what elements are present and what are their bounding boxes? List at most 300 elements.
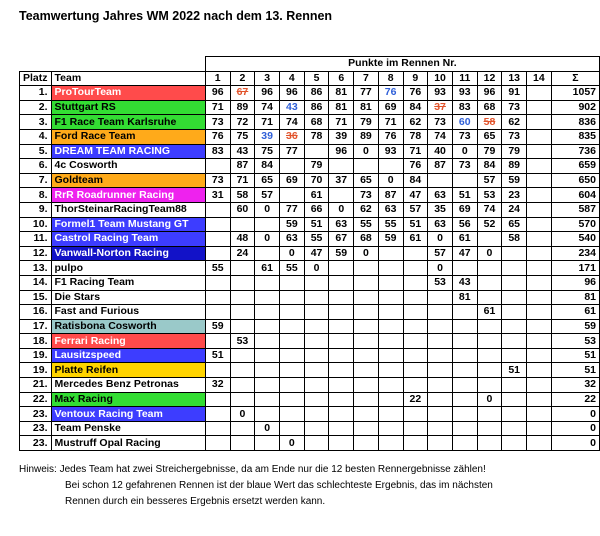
points-cell: 71	[205, 100, 230, 115]
points-cell: 47	[304, 246, 329, 261]
points-cell	[304, 144, 329, 159]
points-cell	[304, 436, 329, 451]
points-cell	[329, 421, 354, 436]
points-cell: 57	[477, 173, 502, 188]
points-cell	[527, 290, 552, 305]
points-cell: 65	[502, 217, 527, 232]
platz-cell: 7.	[20, 173, 52, 188]
points-cell: 62	[502, 115, 527, 130]
points-cell	[527, 378, 552, 393]
points-cell: 74	[477, 202, 502, 217]
points-cell: 84	[403, 100, 428, 115]
points-cell	[403, 348, 428, 363]
team-name: Castrol Racing Team	[51, 232, 205, 247]
points-cell: 74	[255, 100, 280, 115]
points-cell	[428, 392, 453, 407]
points-cell	[329, 319, 354, 334]
points-cell	[403, 319, 428, 334]
points-cell	[378, 421, 403, 436]
points-cell	[279, 348, 304, 363]
points-cell	[527, 407, 552, 422]
points-cell: 75	[255, 144, 280, 159]
points-cell	[428, 334, 453, 349]
footnote-line-2: Bei schon 12 gefahrenen Rennen ist der blaue Wert das schlechteste Ergebnis, das im nächsten	[65, 480, 493, 491]
total-cell: 171	[551, 261, 599, 276]
points-cell	[255, 348, 280, 363]
points-cell: 24	[502, 202, 527, 217]
points-cell	[403, 305, 428, 320]
points-cell	[378, 392, 403, 407]
points-cell: 76	[403, 159, 428, 174]
points-cell: 81	[354, 100, 379, 115]
team-name: Ferrari Racing	[51, 334, 205, 349]
table-row	[20, 129, 600, 144]
total-cell: 32	[551, 378, 599, 393]
points-cell	[255, 407, 280, 422]
points-cell: 67	[230, 86, 255, 101]
points-cell	[230, 275, 255, 290]
points-cell	[329, 392, 354, 407]
platz-cell: 15.	[20, 290, 52, 305]
points-cell	[452, 378, 477, 393]
points-cell: 73	[502, 100, 527, 115]
points-cell	[230, 348, 255, 363]
points-cell	[279, 319, 304, 334]
points-cell	[502, 392, 527, 407]
points-cell: 39	[329, 129, 354, 144]
points-cell	[527, 319, 552, 334]
points-cell	[477, 319, 502, 334]
points-cell	[255, 275, 280, 290]
points-cell	[428, 436, 453, 451]
points-cell: 23	[502, 188, 527, 203]
points-cell: 79	[354, 115, 379, 130]
points-cell: 63	[428, 188, 453, 203]
points-cell	[230, 363, 255, 378]
points-cell	[527, 246, 552, 261]
team-name: Ford Race Team	[51, 129, 205, 144]
points-cell: 76	[378, 86, 403, 101]
points-cell: 0	[428, 232, 453, 247]
points-cell	[502, 348, 527, 363]
points-cell: 47	[403, 188, 428, 203]
points-cell	[329, 275, 354, 290]
team-name: Team Penske	[51, 421, 205, 436]
points-cell: 36	[279, 129, 304, 144]
race-header: 4	[279, 71, 304, 86]
points-cell	[452, 363, 477, 378]
race-header: 6	[329, 71, 354, 86]
points-cell	[205, 421, 230, 436]
total-cell: 736	[551, 144, 599, 159]
points-cell: 63	[279, 232, 304, 247]
standings-table	[19, 56, 600, 451]
points-cell	[255, 319, 280, 334]
points-cell: 22	[403, 392, 428, 407]
points-cell: 71	[403, 144, 428, 159]
platz-cell: 9.	[20, 202, 52, 217]
platz-cell: 19.	[20, 363, 52, 378]
points-cell: 86	[304, 86, 329, 101]
platz-cell: 5.	[20, 144, 52, 159]
points-cell: 70	[304, 173, 329, 188]
points-cell	[304, 305, 329, 320]
points-cell: 74	[279, 115, 304, 130]
race-header: 8	[378, 71, 403, 86]
platz-cell: 2.	[20, 100, 52, 115]
total-header: Σ	[551, 71, 599, 86]
points-cell: 0	[477, 246, 502, 261]
points-cell	[354, 392, 379, 407]
points-cell: 0	[255, 421, 280, 436]
points-cell	[354, 275, 379, 290]
points-cell	[329, 305, 354, 320]
points-cell	[502, 246, 527, 261]
points-cell: 81	[329, 100, 354, 115]
points-cell	[477, 436, 502, 451]
points-cell: 0	[255, 232, 280, 247]
points-cell	[378, 319, 403, 334]
points-cell: 51	[502, 363, 527, 378]
total-cell: 540	[551, 232, 599, 247]
points-cell: 40	[428, 144, 453, 159]
points-cell: 84	[403, 173, 428, 188]
points-cell: 96	[477, 86, 502, 101]
platz-cell: 4.	[20, 129, 52, 144]
team-name: DREAM TEAM RACING	[51, 144, 205, 159]
footnote-line-3: Rennen durch ein besseres Ergebnis ersetzt werden kann.	[65, 496, 326, 507]
points-cell	[527, 129, 552, 144]
total-cell: 659	[551, 159, 599, 174]
points-cell: 39	[255, 129, 280, 144]
points-cell: 0	[279, 246, 304, 261]
points-cell	[329, 436, 354, 451]
points-cell	[279, 363, 304, 378]
table-row	[20, 290, 600, 305]
total-cell: 96	[551, 275, 599, 290]
points-cell: 68	[354, 232, 379, 247]
points-cell: 62	[403, 115, 428, 130]
points-cell	[230, 217, 255, 232]
points-cell: 78	[304, 129, 329, 144]
points-cell	[527, 363, 552, 378]
points-cell: 84	[255, 159, 280, 174]
platz-header: Platz	[20, 71, 52, 86]
points-cell	[255, 217, 280, 232]
platz-cell: 22.	[20, 392, 52, 407]
points-cell	[255, 246, 280, 261]
platz-cell: 3.	[20, 115, 52, 130]
points-cell: 77	[279, 202, 304, 217]
points-cell	[403, 246, 428, 261]
points-cell: 71	[230, 173, 255, 188]
points-cell	[205, 246, 230, 261]
team-name: pulpo	[51, 261, 205, 276]
points-cell	[205, 290, 230, 305]
points-cell	[279, 407, 304, 422]
points-cell	[329, 261, 354, 276]
points-cell	[354, 261, 379, 276]
points-cell	[527, 159, 552, 174]
points-cell: 87	[230, 159, 255, 174]
table-row	[20, 319, 600, 334]
points-cell: 48	[230, 232, 255, 247]
points-cell: 91	[502, 86, 527, 101]
points-cell: 51	[452, 188, 477, 203]
table-row	[20, 246, 600, 261]
points-cell: 43	[452, 275, 477, 290]
points-cell: 59	[378, 232, 403, 247]
points-cell: 89	[502, 159, 527, 174]
points-cell	[502, 290, 527, 305]
points-cell	[329, 363, 354, 378]
points-header: Punkte im Rennen Nr.	[205, 57, 599, 72]
points-cell	[502, 334, 527, 349]
points-cell	[452, 173, 477, 188]
points-cell: 81	[452, 290, 477, 305]
team-name: Goldteam	[51, 173, 205, 188]
total-cell: 59	[551, 319, 599, 334]
points-cell	[255, 392, 280, 407]
total-cell: 22	[551, 392, 599, 407]
points-cell	[477, 407, 502, 422]
points-cell	[378, 261, 403, 276]
points-cell	[452, 261, 477, 276]
points-cell	[527, 421, 552, 436]
points-cell	[255, 436, 280, 451]
points-cell: 43	[279, 100, 304, 115]
points-cell	[378, 275, 403, 290]
points-cell	[403, 275, 428, 290]
points-cell: 0	[378, 173, 403, 188]
table-row	[20, 261, 600, 276]
points-cell: 0	[477, 392, 502, 407]
points-cell: 0	[428, 261, 453, 276]
table-row	[20, 173, 600, 188]
points-cell: 87	[378, 188, 403, 203]
points-cell	[279, 188, 304, 203]
points-cell	[378, 436, 403, 451]
points-cell: 59	[329, 246, 354, 261]
points-cell	[477, 275, 502, 290]
points-cell	[205, 407, 230, 422]
points-cell: 93	[428, 86, 453, 101]
points-cell	[205, 217, 230, 232]
points-cell: 73	[205, 115, 230, 130]
points-cell	[230, 305, 255, 320]
points-cell	[477, 334, 502, 349]
points-cell: 65	[255, 173, 280, 188]
table-row	[20, 115, 600, 130]
team-name: Platte Reifen	[51, 363, 205, 378]
points-cell: 61	[255, 261, 280, 276]
points-cell	[403, 290, 428, 305]
points-cell: 62	[354, 202, 379, 217]
points-cell	[452, 305, 477, 320]
points-cell	[279, 378, 304, 393]
points-cell	[452, 392, 477, 407]
points-cell: 63	[428, 217, 453, 232]
points-cell: 47	[452, 246, 477, 261]
team-name: F1 Racing Team	[51, 275, 205, 290]
points-cell: 65	[354, 173, 379, 188]
points-cell: 96	[205, 86, 230, 101]
points-cell	[452, 407, 477, 422]
total-cell: 234	[551, 246, 599, 261]
points-cell: 0	[230, 407, 255, 422]
points-cell	[230, 290, 255, 305]
points-cell	[477, 290, 502, 305]
team-name: Lausitzspeed	[51, 348, 205, 363]
points-cell: 55	[279, 261, 304, 276]
points-cell: 61	[304, 188, 329, 203]
table-row	[20, 305, 600, 320]
platz-cell: 6.	[20, 159, 52, 174]
points-cell	[428, 421, 453, 436]
total-cell: 587	[551, 202, 599, 217]
platz-cell: 23.	[20, 421, 52, 436]
points-cell	[527, 275, 552, 290]
points-cell	[329, 348, 354, 363]
points-cell	[230, 392, 255, 407]
points-cell	[428, 363, 453, 378]
points-cell: 35	[428, 202, 453, 217]
points-cell: 43	[230, 144, 255, 159]
points-cell: 37	[329, 173, 354, 188]
points-cell	[428, 407, 453, 422]
team-name: Fast and Furious	[51, 305, 205, 320]
points-cell	[304, 392, 329, 407]
points-cell: 60	[452, 115, 477, 130]
race-header: 10	[428, 71, 453, 86]
points-cell	[255, 305, 280, 320]
points-cell	[527, 392, 552, 407]
points-cell	[527, 86, 552, 101]
points-cell: 0	[304, 261, 329, 276]
points-cell: 32	[205, 378, 230, 393]
team-name: Ratisbona Cosworth	[51, 319, 205, 334]
points-cell	[255, 378, 280, 393]
points-cell	[329, 334, 354, 349]
points-cell: 69	[279, 173, 304, 188]
points-cell: 51	[205, 348, 230, 363]
table-row	[20, 363, 600, 378]
race-header: 7	[354, 71, 379, 86]
points-cell	[329, 378, 354, 393]
total-cell: 604	[551, 188, 599, 203]
points-cell: 59	[502, 173, 527, 188]
points-cell	[304, 334, 329, 349]
points-cell	[255, 290, 280, 305]
points-cell: 79	[502, 144, 527, 159]
points-cell: 71	[255, 115, 280, 130]
points-cell	[502, 305, 527, 320]
points-cell: 0	[279, 436, 304, 451]
points-cell	[527, 144, 552, 159]
points-cell	[279, 334, 304, 349]
team-name: RrR Roadrunner Racing	[51, 188, 205, 203]
table-row	[20, 378, 600, 393]
points-cell: 83	[205, 144, 230, 159]
points-cell: 58	[502, 232, 527, 247]
points-cell: 86	[304, 100, 329, 115]
points-cell	[527, 202, 552, 217]
platz-cell: 10.	[20, 217, 52, 232]
points-cell: 61	[477, 305, 502, 320]
points-cell: 76	[403, 86, 428, 101]
points-cell: 76	[205, 129, 230, 144]
points-cell: 96	[255, 86, 280, 101]
points-cell	[502, 261, 527, 276]
race-header: 2	[230, 71, 255, 86]
points-cell	[378, 290, 403, 305]
platz-cell: 14.	[20, 275, 52, 290]
points-cell	[527, 334, 552, 349]
points-cell	[255, 363, 280, 378]
points-cell	[329, 290, 354, 305]
points-cell: 59	[279, 217, 304, 232]
points-cell	[527, 217, 552, 232]
points-cell	[304, 421, 329, 436]
points-cell: 56	[452, 217, 477, 232]
points-cell	[279, 305, 304, 320]
team-name: ProTourTeam	[51, 86, 205, 101]
team-name: ThorSteinarRacingTeam88	[51, 202, 205, 217]
team-name: Ventoux Racing Team	[51, 407, 205, 422]
points-cell: 89	[230, 100, 255, 115]
total-cell: 81	[551, 290, 599, 305]
points-cell	[452, 436, 477, 451]
points-cell: 69	[452, 202, 477, 217]
points-cell	[329, 188, 354, 203]
table-row	[20, 100, 600, 115]
points-cell	[354, 378, 379, 393]
points-cell	[279, 275, 304, 290]
race-header: 14	[527, 71, 552, 86]
team-name: F1 Race Team Karlsruhe	[51, 115, 205, 130]
points-cell	[205, 275, 230, 290]
race-header: 1	[205, 71, 230, 86]
footnote	[19, 462, 493, 510]
points-cell	[527, 100, 552, 115]
page-title: Teamwertung Jahres WM 2022 nach dem 13. Rennen	[19, 9, 333, 23]
points-cell	[279, 159, 304, 174]
points-cell	[230, 319, 255, 334]
platz-cell: 8.	[20, 188, 52, 203]
points-cell	[304, 363, 329, 378]
points-cell: 63	[378, 202, 403, 217]
points-cell	[477, 363, 502, 378]
points-cell	[354, 334, 379, 349]
points-cell	[354, 436, 379, 451]
points-cell	[477, 232, 502, 247]
points-cell: 96	[329, 144, 354, 159]
points-cell	[452, 334, 477, 349]
team-name: Vanwall-Norton Racing	[51, 246, 205, 261]
points-cell	[279, 421, 304, 436]
points-cell: 66	[304, 202, 329, 217]
team-header: Team	[51, 71, 205, 86]
points-cell: 57	[428, 246, 453, 261]
points-cell	[527, 436, 552, 451]
points-cell: 73	[354, 188, 379, 203]
points-cell: 58	[477, 115, 502, 130]
table-row	[20, 421, 600, 436]
points-cell: 77	[354, 86, 379, 101]
header-points-row	[20, 57, 600, 72]
points-cell	[452, 421, 477, 436]
race-header: 3	[255, 71, 280, 86]
